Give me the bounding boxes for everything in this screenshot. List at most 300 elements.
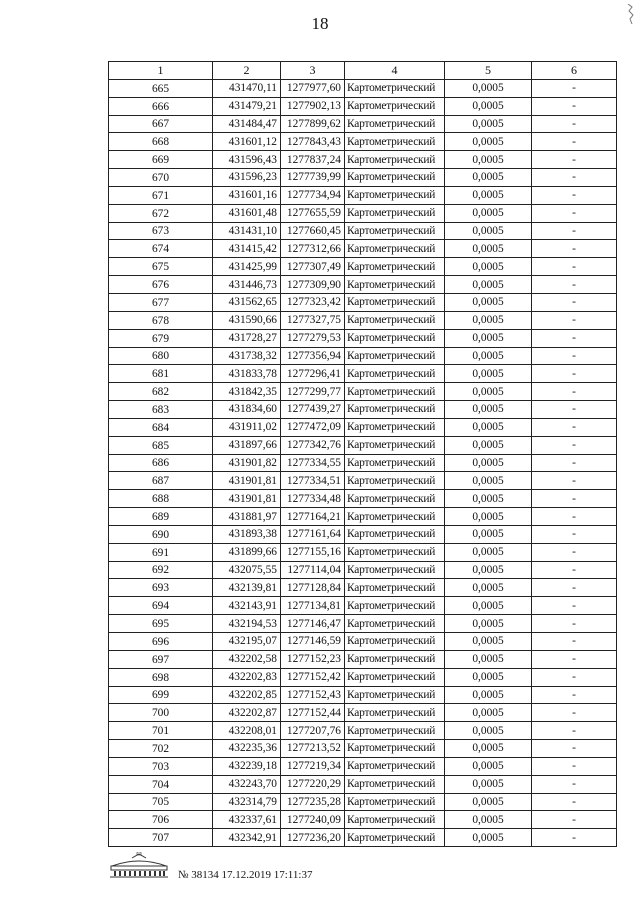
- cell-x-coordinate: 432342,91: [213, 829, 281, 847]
- cell-point-number: 681: [109, 365, 213, 383]
- table-row: [109, 311, 617, 329]
- table-row: [109, 347, 617, 365]
- cell-point-number: 684: [109, 418, 213, 436]
- cell-y-coordinate: 1277236,20: [281, 829, 345, 847]
- cell-description: -: [532, 365, 617, 383]
- cell-x-coordinate: 431590,66: [213, 311, 281, 329]
- cell-point-number: 690: [109, 525, 213, 543]
- cell-y-coordinate: 1277902,13: [281, 97, 345, 115]
- cell-point-number: 666: [109, 97, 213, 115]
- cell-point-number: 700: [109, 704, 213, 722]
- cell-point-number: 680: [109, 347, 213, 365]
- cell-description: -: [532, 258, 617, 276]
- cell-point-number: 676: [109, 276, 213, 294]
- cell-y-coordinate: 1277356,94: [281, 347, 345, 365]
- cell-method: Картометрический: [345, 579, 445, 597]
- cell-y-coordinate: 1277128,84: [281, 579, 345, 597]
- cell-point-number: 695: [109, 615, 213, 633]
- cell-y-coordinate: 1277220,29: [281, 775, 345, 793]
- cell-y-coordinate: 1277152,42: [281, 668, 345, 686]
- cell-accuracy: 0,0005: [445, 775, 532, 793]
- cell-point-number: 682: [109, 383, 213, 401]
- cell-accuracy: 0,0005: [445, 79, 532, 97]
- cell-accuracy: 0,0005: [445, 240, 532, 258]
- cell-y-coordinate: 1277134,81: [281, 597, 345, 615]
- cell-description: -: [532, 775, 617, 793]
- cell-accuracy: 0,0005: [445, 525, 532, 543]
- coordinates-table: [108, 61, 617, 847]
- cell-description: -: [532, 472, 617, 490]
- cell-method: Картометрический: [345, 668, 445, 686]
- cell-description: -: [532, 240, 617, 258]
- cell-point-number: 668: [109, 133, 213, 151]
- cell-method: Картометрический: [345, 293, 445, 311]
- cell-description: -: [532, 383, 617, 401]
- cell-description: -: [532, 543, 617, 561]
- cell-description: -: [532, 311, 617, 329]
- cell-x-coordinate: 431479,21: [213, 97, 281, 115]
- table-row: [109, 525, 617, 543]
- cell-point-number: 691: [109, 543, 213, 561]
- cell-method: Картометрический: [345, 97, 445, 115]
- cell-accuracy: 0,0005: [445, 686, 532, 704]
- cell-x-coordinate: 432139,81: [213, 579, 281, 597]
- cell-y-coordinate: 1277472,09: [281, 418, 345, 436]
- cell-x-coordinate: 431484,47: [213, 115, 281, 133]
- cell-point-number: 669: [109, 151, 213, 169]
- cell-point-number: 671: [109, 186, 213, 204]
- cell-x-coordinate: 432235,36: [213, 740, 281, 758]
- cell-x-coordinate: 432202,87: [213, 704, 281, 722]
- cell-y-coordinate: 1277240,09: [281, 811, 345, 829]
- table-row: [109, 293, 617, 311]
- cell-point-number: 707: [109, 829, 213, 847]
- cell-y-coordinate: 1277977,60: [281, 79, 345, 97]
- table-row: [109, 383, 617, 401]
- cell-accuracy: 0,0005: [445, 401, 532, 419]
- cell-method: Картометрический: [345, 329, 445, 347]
- cell-x-coordinate: 431446,73: [213, 276, 281, 294]
- cell-description: -: [532, 293, 617, 311]
- table-row: [109, 418, 617, 436]
- table-row: [109, 186, 617, 204]
- cell-accuracy: 0,0005: [445, 722, 532, 740]
- cell-accuracy: 0,0005: [445, 508, 532, 526]
- cell-method: Картометрический: [345, 79, 445, 97]
- cell-description: -: [532, 686, 617, 704]
- cell-method: Картометрический: [345, 186, 445, 204]
- cell-y-coordinate: 1277161,64: [281, 525, 345, 543]
- cell-accuracy: 0,0005: [445, 258, 532, 276]
- cell-description: -: [532, 615, 617, 633]
- cell-description: -: [532, 97, 617, 115]
- cell-x-coordinate: 431833,78: [213, 365, 281, 383]
- cell-x-coordinate: 431415,42: [213, 240, 281, 258]
- cell-description: -: [532, 222, 617, 240]
- cell-description: -: [532, 508, 617, 526]
- cell-point-number: 693: [109, 579, 213, 597]
- cell-method: Картометрический: [345, 757, 445, 775]
- cell-y-coordinate: 1277146,59: [281, 633, 345, 651]
- cell-point-number: 704: [109, 775, 213, 793]
- cell-point-number: 688: [109, 490, 213, 508]
- cell-description: -: [532, 347, 617, 365]
- table-row: [109, 597, 617, 615]
- cell-y-coordinate: 1277837,24: [281, 151, 345, 169]
- cell-x-coordinate: 431738,32: [213, 347, 281, 365]
- cell-y-coordinate: 1277207,76: [281, 722, 345, 740]
- cell-accuracy: 0,0005: [445, 133, 532, 151]
- cell-method: Картометрический: [345, 258, 445, 276]
- cell-x-coordinate: 431562,65: [213, 293, 281, 311]
- cell-x-coordinate: 432314,79: [213, 793, 281, 811]
- cell-accuracy: 0,0005: [445, 650, 532, 668]
- cell-y-coordinate: 1277146,47: [281, 615, 345, 633]
- table-row: [109, 615, 617, 633]
- cell-accuracy: 0,0005: [445, 186, 532, 204]
- cell-point-number: 689: [109, 508, 213, 526]
- cell-point-number: 678: [109, 311, 213, 329]
- table-row: [109, 561, 617, 579]
- table-row: [109, 169, 617, 187]
- cell-accuracy: 0,0005: [445, 293, 532, 311]
- cell-point-number: 702: [109, 740, 213, 758]
- registration-stamp: № 38134 17.12.2019 17:11:37: [178, 869, 313, 881]
- cell-x-coordinate: 432202,85: [213, 686, 281, 704]
- table-row: [109, 775, 617, 793]
- cell-x-coordinate: 431470,11: [213, 79, 281, 97]
- cell-y-coordinate: 1277334,51: [281, 472, 345, 490]
- cell-point-number: 701: [109, 722, 213, 740]
- cell-description: -: [532, 704, 617, 722]
- cell-y-coordinate: 1277439,27: [281, 401, 345, 419]
- cell-point-number: 677: [109, 293, 213, 311]
- cell-description: -: [532, 401, 617, 419]
- cell-point-number: 679: [109, 329, 213, 347]
- table-row: [109, 436, 617, 454]
- cell-accuracy: 0,0005: [445, 579, 532, 597]
- cell-method: Картометрический: [345, 525, 445, 543]
- cell-x-coordinate: 431431,10: [213, 222, 281, 240]
- cell-x-coordinate: 431601,16: [213, 186, 281, 204]
- cell-description: -: [532, 418, 617, 436]
- cell-method: Картометрический: [345, 775, 445, 793]
- cell-y-coordinate: 1277307,49: [281, 258, 345, 276]
- table-row: [109, 490, 617, 508]
- cell-x-coordinate: 432202,83: [213, 668, 281, 686]
- table-body: [109, 79, 617, 846]
- header-cell-accuracy: 5: [445, 62, 532, 80]
- cell-y-coordinate: 1277219,34: [281, 757, 345, 775]
- cell-description: -: [532, 186, 617, 204]
- cell-y-coordinate: 1277296,41: [281, 365, 345, 383]
- cell-accuracy: 0,0005: [445, 418, 532, 436]
- table-row: [109, 757, 617, 775]
- cell-description: -: [532, 757, 617, 775]
- cell-y-coordinate: 1277334,48: [281, 490, 345, 508]
- table-row: [109, 722, 617, 740]
- table-row: [109, 329, 617, 347]
- cell-point-number: 699: [109, 686, 213, 704]
- cell-description: -: [532, 276, 617, 294]
- table-row: [109, 401, 617, 419]
- cell-point-number: 706: [109, 811, 213, 829]
- cell-description: -: [532, 525, 617, 543]
- cell-method: Картометрический: [345, 704, 445, 722]
- cell-y-coordinate: 1277334,55: [281, 454, 345, 472]
- cell-accuracy: 0,0005: [445, 365, 532, 383]
- header-cell-point-number: 1: [109, 62, 213, 80]
- table-row: [109, 115, 617, 133]
- cell-x-coordinate: 431601,48: [213, 204, 281, 222]
- cell-method: Картометрический: [345, 472, 445, 490]
- cell-point-number: 703: [109, 757, 213, 775]
- cell-description: -: [532, 79, 617, 97]
- cell-point-number: 697: [109, 650, 213, 668]
- table-row: [109, 133, 617, 151]
- cell-point-number: 665: [109, 79, 213, 97]
- cell-y-coordinate: 1277734,94: [281, 186, 345, 204]
- cell-x-coordinate: 432202,58: [213, 650, 281, 668]
- cell-description: -: [532, 151, 617, 169]
- table-row: [109, 686, 617, 704]
- cell-description: -: [532, 811, 617, 829]
- cell-description: -: [532, 133, 617, 151]
- cell-x-coordinate: 431897,66: [213, 436, 281, 454]
- cell-method: Картометрический: [345, 490, 445, 508]
- cell-method: Картометрический: [345, 650, 445, 668]
- cell-accuracy: 0,0005: [445, 704, 532, 722]
- cell-method: Картометрический: [345, 508, 445, 526]
- cell-x-coordinate: 432208,01: [213, 722, 281, 740]
- cell-method: Картометрический: [345, 383, 445, 401]
- cell-description: -: [532, 204, 617, 222]
- cell-x-coordinate: 431425,99: [213, 258, 281, 276]
- cell-accuracy: 0,0005: [445, 472, 532, 490]
- cell-y-coordinate: 1277279,53: [281, 329, 345, 347]
- cell-method: Картометрический: [345, 740, 445, 758]
- table-row: [109, 668, 617, 686]
- cell-method: Картометрический: [345, 829, 445, 847]
- cell-point-number: 692: [109, 561, 213, 579]
- cell-method: Картометрический: [345, 204, 445, 222]
- cell-x-coordinate: 431901,82: [213, 454, 281, 472]
- cell-accuracy: 0,0005: [445, 615, 532, 633]
- cell-accuracy: 0,0005: [445, 597, 532, 615]
- cell-description: -: [532, 668, 617, 686]
- cell-y-coordinate: 1277323,42: [281, 293, 345, 311]
- table-row: [109, 811, 617, 829]
- cell-x-coordinate: 431893,38: [213, 525, 281, 543]
- table-row: [109, 365, 617, 383]
- cell-point-number: 698: [109, 668, 213, 686]
- cell-method: Картометрический: [345, 454, 445, 472]
- cell-x-coordinate: 431901,81: [213, 490, 281, 508]
- cell-point-number: 694: [109, 597, 213, 615]
- cell-accuracy: 0,0005: [445, 383, 532, 401]
- table-row: [109, 276, 617, 294]
- cell-description: -: [532, 633, 617, 651]
- cell-point-number: 673: [109, 222, 213, 240]
- cell-y-coordinate: 1277660,45: [281, 222, 345, 240]
- cell-y-coordinate: 1277299,77: [281, 383, 345, 401]
- cell-description: -: [532, 169, 617, 187]
- cell-y-coordinate: 1277152,44: [281, 704, 345, 722]
- header-cell-x: 2: [213, 62, 281, 80]
- table-row: [109, 829, 617, 847]
- cell-method: Картометрический: [345, 222, 445, 240]
- cell-method: Картометрический: [345, 151, 445, 169]
- table-row: [109, 258, 617, 276]
- cell-method: Картометрический: [345, 436, 445, 454]
- cell-description: -: [532, 650, 617, 668]
- cell-method: Картометрический: [345, 240, 445, 258]
- cell-x-coordinate: 432243,70: [213, 775, 281, 793]
- cell-x-coordinate: 431881,97: [213, 508, 281, 526]
- cell-method: Картометрический: [345, 365, 445, 383]
- cell-accuracy: 0,0005: [445, 97, 532, 115]
- table-header-row: [109, 62, 617, 80]
- cell-description: -: [532, 329, 617, 347]
- cell-description: -: [532, 436, 617, 454]
- table-row: [109, 508, 617, 526]
- cell-y-coordinate: 1277152,43: [281, 686, 345, 704]
- cell-x-coordinate: 432239,18: [213, 757, 281, 775]
- cell-y-coordinate: 1277152,23: [281, 650, 345, 668]
- cell-accuracy: 0,0005: [445, 793, 532, 811]
- table-row: [109, 454, 617, 472]
- cell-accuracy: 0,0005: [445, 757, 532, 775]
- cell-accuracy: 0,0005: [445, 811, 532, 829]
- cell-x-coordinate: 431901,81: [213, 472, 281, 490]
- cell-x-coordinate: 431834,60: [213, 401, 281, 419]
- table-row: [109, 704, 617, 722]
- cell-y-coordinate: 1277655,59: [281, 204, 345, 222]
- table-row: [109, 79, 617, 97]
- cell-accuracy: 0,0005: [445, 740, 532, 758]
- cell-y-coordinate: 1277309,90: [281, 276, 345, 294]
- cell-x-coordinate: 431842,35: [213, 383, 281, 401]
- cell-point-number: 683: [109, 401, 213, 419]
- cell-x-coordinate: 432195,07: [213, 633, 281, 651]
- cell-accuracy: 0,0005: [445, 169, 532, 187]
- cell-y-coordinate: 1277327,75: [281, 311, 345, 329]
- cell-point-number: 685: [109, 436, 213, 454]
- cell-method: Картометрический: [345, 169, 445, 187]
- footer: [108, 852, 528, 892]
- cell-method: Картометрический: [345, 633, 445, 651]
- table-row: [109, 579, 617, 597]
- cell-x-coordinate: 432194,53: [213, 615, 281, 633]
- cell-method: Картометрический: [345, 597, 445, 615]
- cell-accuracy: 0,0005: [445, 633, 532, 651]
- cell-point-number: 672: [109, 204, 213, 222]
- cell-accuracy: 0,0005: [445, 115, 532, 133]
- table-row: [109, 793, 617, 811]
- table-row: [109, 97, 617, 115]
- cell-method: Картометрический: [345, 722, 445, 740]
- cell-x-coordinate: 431596,23: [213, 169, 281, 187]
- cell-y-coordinate: 1277155,16: [281, 543, 345, 561]
- cell-y-coordinate: 1277342,76: [281, 436, 345, 454]
- cell-accuracy: 0,0005: [445, 329, 532, 347]
- cell-method: Картометрический: [345, 615, 445, 633]
- cell-y-coordinate: 1277739,99: [281, 169, 345, 187]
- cell-point-number: 674: [109, 240, 213, 258]
- page-number: 18: [311, 14, 329, 33]
- header-cell-y: 3: [281, 62, 345, 80]
- cell-y-coordinate: 1277235,28: [281, 793, 345, 811]
- table-row: [109, 222, 617, 240]
- cell-point-number: 687: [109, 472, 213, 490]
- cell-x-coordinate: 432337,61: [213, 811, 281, 829]
- cell-method: Картометрический: [345, 543, 445, 561]
- cell-method: Картометрический: [345, 686, 445, 704]
- cell-point-number: 667: [109, 115, 213, 133]
- cell-description: -: [532, 579, 617, 597]
- cell-x-coordinate: 431596,43: [213, 151, 281, 169]
- cell-accuracy: 0,0005: [445, 829, 532, 847]
- cell-x-coordinate: 431728,27: [213, 329, 281, 347]
- cell-description: -: [532, 115, 617, 133]
- table-row: [109, 204, 617, 222]
- cell-method: Картометрический: [345, 133, 445, 151]
- table-row: [109, 633, 617, 651]
- cell-accuracy: 0,0005: [445, 543, 532, 561]
- cell-description: -: [532, 740, 617, 758]
- cell-method: Картометрический: [345, 561, 445, 579]
- cell-accuracy: 0,0005: [445, 454, 532, 472]
- cell-x-coordinate: 432143,91: [213, 597, 281, 615]
- cell-accuracy: 0,0005: [445, 276, 532, 294]
- cell-y-coordinate: 1277213,52: [281, 740, 345, 758]
- cell-point-number: 686: [109, 454, 213, 472]
- cell-method: Картометрический: [345, 347, 445, 365]
- cell-description: -: [532, 829, 617, 847]
- table-row: [109, 240, 617, 258]
- table-row: [109, 472, 617, 490]
- cell-accuracy: 0,0005: [445, 151, 532, 169]
- cell-method: Картометрический: [345, 276, 445, 294]
- cell-y-coordinate: 1277843,43: [281, 133, 345, 151]
- cell-description: -: [532, 454, 617, 472]
- cell-point-number: 670: [109, 169, 213, 187]
- scan-edge-mark: [626, 4, 634, 24]
- cell-description: -: [532, 793, 617, 811]
- cell-method: Картометрический: [345, 811, 445, 829]
- cell-x-coordinate: 431601,12: [213, 133, 281, 151]
- cell-accuracy: 0,0005: [445, 311, 532, 329]
- header-cell-description: 6: [532, 62, 617, 80]
- cell-y-coordinate: 1277312,66: [281, 240, 345, 258]
- cell-point-number: 675: [109, 258, 213, 276]
- cell-description: -: [532, 490, 617, 508]
- cell-method: Картометрический: [345, 793, 445, 811]
- cell-description: -: [532, 561, 617, 579]
- table-row: [109, 543, 617, 561]
- cell-x-coordinate: 432075,55: [213, 561, 281, 579]
- table-row: [109, 740, 617, 758]
- cell-method: Картометрический: [345, 115, 445, 133]
- cell-point-number: 705: [109, 793, 213, 811]
- cell-accuracy: 0,0005: [445, 490, 532, 508]
- cell-accuracy: 0,0005: [445, 668, 532, 686]
- cell-point-number: 696: [109, 633, 213, 651]
- cell-accuracy: 0,0005: [445, 204, 532, 222]
- cell-accuracy: 0,0005: [445, 561, 532, 579]
- table-row: [109, 650, 617, 668]
- cell-accuracy: 0,0005: [445, 436, 532, 454]
